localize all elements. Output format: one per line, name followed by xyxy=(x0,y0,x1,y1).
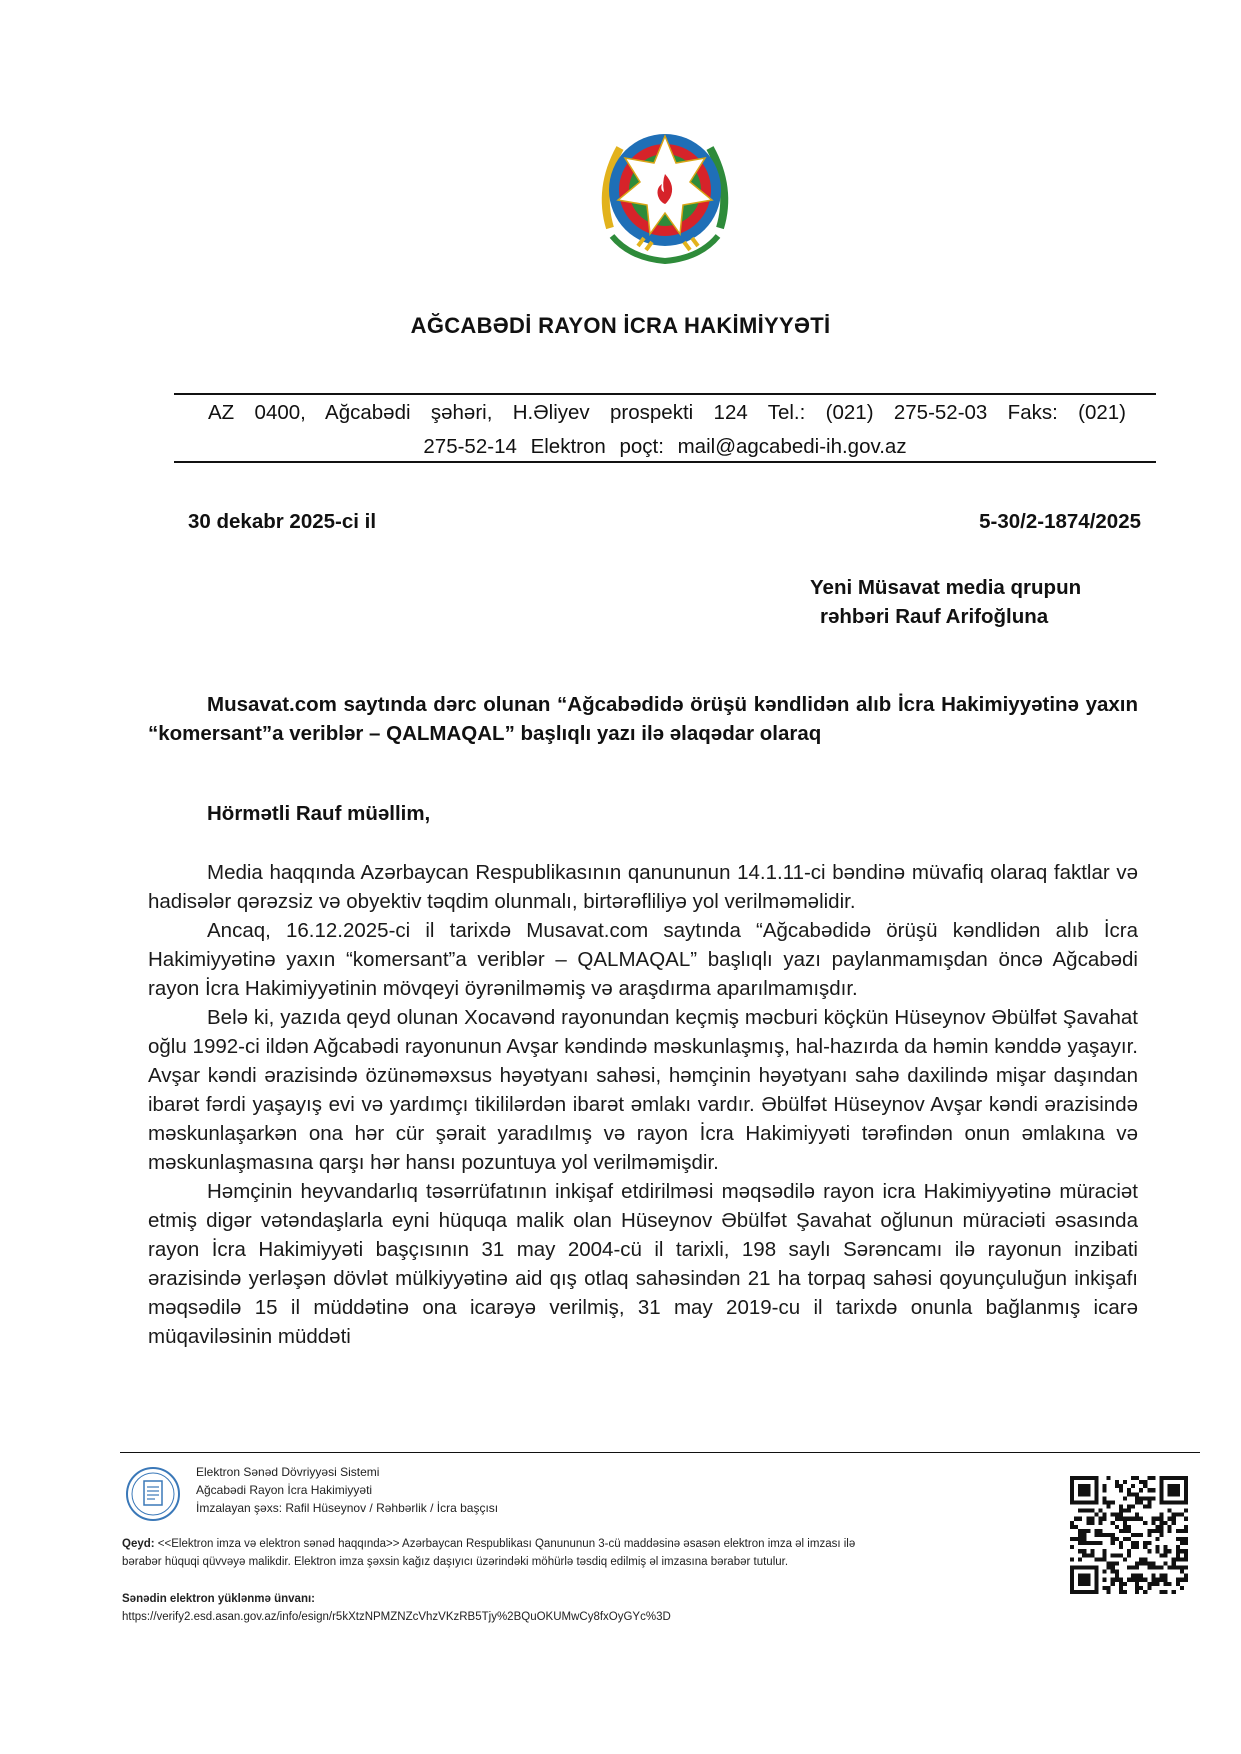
body-paragraph: Həmçinin heyvandarlıq təsərrüfatının inkişaf etdirilməsi məqsədilə rayon icra Hakimiyyətinə müraciət etmiş digər vətəndaşlarla eyni hüquqa malik olan Hüseynov Əbülfət Şavahat oğlunun müraciəti əsasında rayon İcra Hakimiyyəti başçısının 31 may 2004-cü il tarixli, 198 saylı Sərəncamı ilə rayonun inzibati ərazisində yerləşən dövlət mülkiyyətinə aid qış otlaq sahəsindən 21 ha torpaq sahəsi qoyunçuluğun inkişafı məqsədilə 15 il müddətinə ona icarəyə verilmiş, 31 may 2019-cu il tarixdə onunla bağlanmış icarə müqaviləsinin müddəti xyxy=(148,1180,1138,1348)
signature-info xyxy=(196,1463,498,1517)
signer: İmzalayan şəxs: Rafil Hüseynov / Rəhbərlik / İcra başçısı xyxy=(196,1501,499,1515)
greeting: Hörmətli Rauf müəllim, xyxy=(207,802,431,825)
contact-block xyxy=(174,396,1156,464)
verify-label: Sənədin elektron yüklənmə ünvanı: xyxy=(122,1593,315,1605)
recipient-line-1: Yeni Müsavat media qrupun xyxy=(810,576,1082,599)
organization-name: AĞCABƏDİ RAYON İCRA HAKİMİYYƏTİ xyxy=(410,313,831,338)
document-number: 5-30/2-1874/2025 xyxy=(979,510,1141,533)
address-line-1: AZ 0400, Ağcabədi şəhəri, H.Əliyev prospekti 124 Tel.: (021) 275-52-03 Faks: (021) xyxy=(208,401,1126,424)
footer-rule xyxy=(120,1452,1200,1453)
system-name: Elektron Sənəd Dövriyyəsi Sistemi xyxy=(196,1465,380,1479)
signing-organization: Ağcabədi Rayon İcra Hakimiyyəti xyxy=(196,1483,373,1497)
verify-url-link[interactable]: https://verify2.esd.asan.gov.az/info/esign/r5kXtzNPMZNZcVhzVKzRB5Tjy%2BQuOKUMwCy8fxOyGYc%3D xyxy=(122,1611,671,1623)
body-paragraph: Ancaq, 16.12.2025-ci il tarixdə Musavat.com saytında “Ağcabədidə örüşü kəndlidən alıb İcra Hakimiyyətinə yaxın “komersant”a veriblər – QALMAQAL” başlıqlı yazı paylanmamışdan öncə Ağcabədi rayon İcra Hakimiyyətinin mövqeyi öyrənilməmiş və araşdırma aparılmamışdır. xyxy=(148,919,1138,1000)
legal-note xyxy=(122,1535,862,1571)
note-label: Qeyd: xyxy=(122,1538,155,1550)
body-paragraph: Media haqqında Azərbaycan Respublikasının qanununun 14.1.11-ci bəndinə müvafiq olaraq faktlar və hadisələr qərəzsiz və obyektiv təqdim olunmalı, birtərəfliliyə yol verilməməlidir. xyxy=(148,861,1138,913)
recipient-block xyxy=(810,573,1081,631)
e-signature-seal-icon xyxy=(125,1466,181,1522)
body-paragraph: Belə ki, yazıda qeyd olunan Xocavənd rayonundan keçmiş məcburi köçkün Hüseynov Əbülfət Şavahat oğlu 1992-ci ildən Ağcabədi rayonunun Avşar kəndində məskunlaşmış, hal-hazırda da həmin kənddə yaşayır. Avşar kəndi ərazisində özünəməxsus həyətyanı sahəsi, həmçinin həyətyanı sahə daxilində mişar daşından ibarət fərdi yaşayış evi və yardımçı tikililərdən ibarət əmlakı vardır. Əbülfət Hüseynov Avşar kəndi ərazisində məskunlaşarkən ona hər cür şərait yaradılmış və rayon İcra Hakimiyyəti tərəfindən onun əmlakına və məskunlaşmasına qarşı hər hansı pozuntuya yol verilməmişdir. xyxy=(148,1006,1138,1174)
state-emblem-icon xyxy=(590,118,740,268)
header-rule-top xyxy=(174,393,1156,395)
header-rule-bottom xyxy=(174,461,1156,463)
letter-subject: Musavat.com saytında dərc olunan “Ağcabədidə örüşü kəndlidən alıb İcra Hakimiyyətinə yaxın “komersant”a veriblər – QALMAQAL” başlıqlı yazı ilə əlaqədar olaraq xyxy=(148,693,1138,745)
address-line-2: 275-52-14 Elektron poçt: mail@agcabedi-ih.gov.az xyxy=(423,435,907,458)
qr-code-icon[interactable] xyxy=(1070,1476,1188,1594)
note-text: <<Elektron imza və elektron sənəd haqqında>> Azərbaycan Respublikası Qanununun 3-cü maddəsinə əsasən elektron imza əl imzası ilə bərabər hüquqi qüvvəyə malikdir. Elektron imza şəxsin kağız daşıyıcı üzərindəki möhürlə təsdiq edilmiş əl imzasına bərabər tutulur. xyxy=(122,1538,856,1568)
verification-block xyxy=(122,1590,671,1626)
letter-body xyxy=(148,858,1138,1351)
letter-date: 30 dekabr 2025-ci il xyxy=(188,510,377,533)
recipient-line-2: rəhbəri Rauf Arifoğluna xyxy=(820,605,1049,628)
